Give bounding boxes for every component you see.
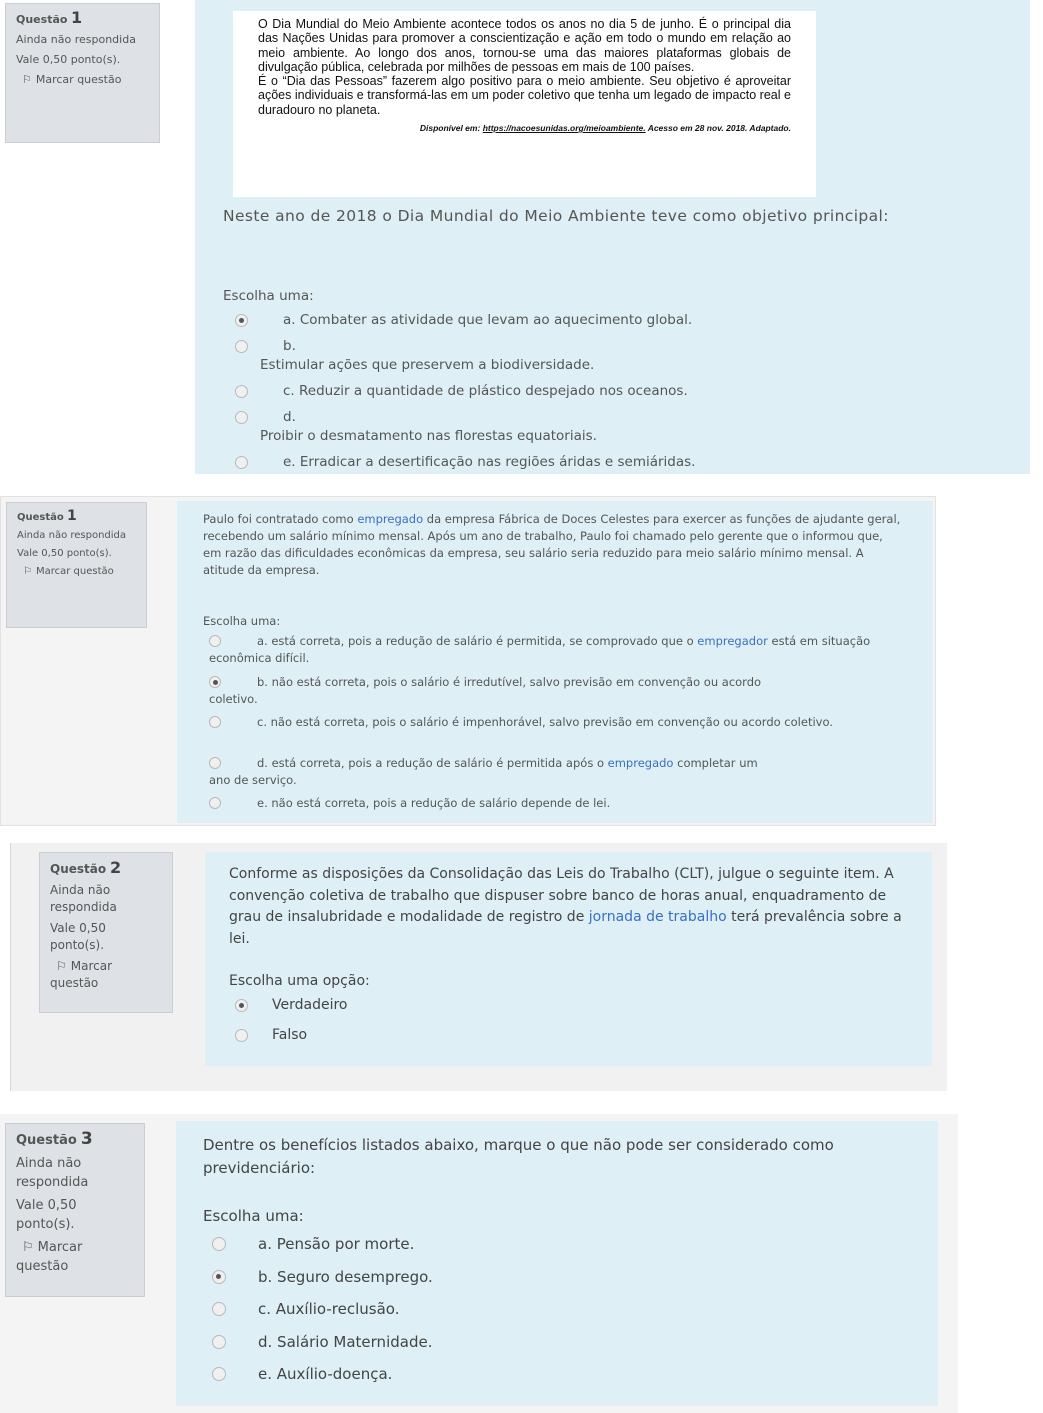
option-label: d. Salário Maternidade. [258,1333,433,1351]
flag-question-button[interactable] [17,565,136,579]
option-label: a. Pensão por morte. [258,1235,415,1253]
option-c[interactable] [235,383,995,403]
glossary-link[interactable]: jornada de trabalho [588,909,727,925]
option-label [209,633,909,667]
excerpt-paragraph-1: O Dia Mundial do Meio Ambiente acontece todos os anos no dia 5 de junho. É o principal dia das Nações Unidas para promover a conscientização e ação em todo o mundo em relação ao meio ambiente. Ao longo dos anos, tornou-se uma das maiores plataformas globais de divulgação pública, celebrada por milhões de pessoas em mais de 100 países. [258,17,791,74]
question-text-part: Conforme as disposições da Consolidação das Leis do Trabalho (CLT), julgue o seguinte item. A convenção coletiva de trabalho que dispuser sobre banco de horas anual, enquadramento de grau de insalubridade e modalidade de registro de [229,866,894,925]
radio-icon[interactable] [235,456,248,469]
flag-icon: ⚐ [22,1240,34,1255]
question-label: Questão [50,862,107,876]
question-status: Ainda não respondida [17,530,127,541]
question-text-part: Paulo foi contratado como [203,512,358,526]
option-label: c. não está correta, pois o salário é impenhorável, salvo previsão em convenção ou acordo coletivo. [257,715,833,729]
excerpt-source [258,123,791,133]
choice-prompt: Escolha uma opção: [229,973,370,989]
question-status: Ainda não respondida [16,33,136,46]
question-content [205,852,932,1066]
source-prefix: Disponível em: [419,123,481,134]
option-d[interactable] [212,1331,612,1355]
question-text [229,864,909,950]
question-panel-3 [0,1114,958,1413]
question-content [177,501,933,823]
question-points: Vale 0,50 ponto(s). [50,921,106,952]
option-text-part: está em situação econômica difícil. [209,634,871,665]
radio-icon[interactable] [235,314,248,327]
option-text-part: d. está correta, pois a redução de salário é permitida após o [257,756,608,770]
radio-icon[interactable] [235,411,248,424]
glossary-link[interactable]: empregado [607,756,674,770]
option-label: Verdadeiro [272,997,348,1013]
radio-icon[interactable] [212,1302,226,1316]
option-a[interactable] [209,633,909,667]
question-text [203,511,903,579]
flag-label: Marcar questão [50,959,113,990]
option-label: e. Erradicar a desertificação nas regiões áridas e semiáridas. [283,454,696,470]
flag-question-button[interactable] [16,72,149,88]
choice-prompt: Escolha uma: [203,614,281,628]
source-suffix: Acesso em 28 nov. 2018. Adaptado. [647,123,791,134]
question-points: Vale 0,50 ponto(s). [17,548,112,559]
option-label: c. Reduzir a quantidade de plástico despejado nos oceanos. [283,383,688,399]
question-label: Questão [16,1133,77,1148]
question-panel-1a [0,0,1043,476]
option-b[interactable] [235,338,995,378]
option-label: e. Auxílio-doença. [258,1365,393,1383]
flag-icon: ⚐ [23,566,32,577]
radio-icon[interactable] [235,1029,248,1042]
option-label: b. Seguro desemprego. [258,1268,433,1286]
glossary-link[interactable]: empregador [697,634,768,648]
question-status: Ainda não respondida [50,883,117,914]
question-points: Vale 0,50 ponto(s). [16,53,121,66]
question-info [5,1123,145,1297]
radio-icon[interactable] [212,1335,226,1349]
glossary-link[interactable]: empregado [357,512,424,526]
question-info [6,502,147,628]
option-label [209,755,769,789]
option-label: Estimular ações que preservem a biodiversidade. [260,357,595,373]
question-panel-2 [10,843,947,1091]
question-number: 1 [66,508,77,524]
question-label: Questão [16,13,68,26]
option-d[interactable] [209,755,909,789]
flag-icon: ⚐ [56,959,67,973]
question-status: Ainda não respondida [16,1156,89,1190]
question-panel-1b [0,496,936,826]
option-e[interactable] [212,1363,612,1387]
option-e[interactable] [209,795,909,813]
question-info [5,3,160,143]
option-label: a. Combater as atividade que levam ao aquecimento global. [283,312,693,328]
radio-icon[interactable] [235,340,248,353]
option-c[interactable] [212,1298,612,1322]
option-label: c. Auxílio-reclusão. [258,1300,400,1318]
question-text-part: da empresa Fábrica de Doces Celestes para exercer as funções de ajudante geral, recebendo um salário mínimo mensal. Após um ano de trabalho, Paulo foi chamado pelo gerente que o informou que, em razão das dificuldades econômicas da empresa, seu salário seria reduzido para meio salário mínimo mensal. A atitude da empresa. [203,512,901,577]
question-number: 2 [109,858,122,877]
excerpt-paragraph-2: É o “Dia das Pessoas” fazerem algo positivo para o meio ambiente. Seu objetivo é aproveitar ações individuais e transformá-las em um poder coletivo que tenha um legado de impacto real e duradouro no planeta. [258,74,791,117]
text-excerpt [233,11,816,197]
source-link[interactable]: https://nacoesunidas.org/meioambiente. [482,123,646,134]
question-number: 1 [70,8,83,27]
option-text-part: a. está correta, pois a redução de salário é permitida, se comprovado que o [257,634,698,648]
radio-icon[interactable] [212,1367,226,1381]
option-a[interactable] [212,1233,612,1257]
radio-icon[interactable] [235,385,248,398]
question-content [176,1121,938,1406]
choice-prompt: Escolha uma: [223,288,314,304]
option-label: e. não está correta, pois a redução de salário depende de lei. [257,796,611,810]
option-b[interactable] [209,674,909,708]
question-number: 3 [80,1129,93,1149]
radio-icon[interactable] [212,1270,226,1284]
radio-icon[interactable] [235,999,248,1012]
question-label: Questão [17,512,64,523]
option-a[interactable] [235,312,995,332]
choice-prompt: Escolha uma: [203,1207,304,1225]
question-text: Dentre os benefícios listados abaixo, marque o que não pode ser considerado como previdenciário: [203,1136,834,1177]
flag-icon: ⚐ [22,73,32,86]
flag-question-button[interactable] [50,958,162,992]
flag-label: Marcar questão [35,566,114,577]
option-letter: b. [283,338,296,354]
option-text-part: completar um ano de serviço. [209,756,758,787]
question-info [39,852,173,1013]
flag-question-button[interactable] [16,1238,134,1276]
option-true[interactable] [235,995,535,1017]
question-text: Neste ano de 2018 o Dia Mundial do Meio Ambiente teve como objetivo principal: [223,207,889,225]
option-e[interactable] [235,454,995,474]
question-points: Vale 0,50 ponto(s). [16,1198,77,1232]
option-label: Proibir o desmatamento nas florestas equatoriais. [260,428,597,444]
option-d[interactable] [235,409,995,449]
question-text-part: terá prevalência sobre a lei. [229,909,902,947]
option-label: Falso [272,1027,308,1043]
option-false[interactable] [235,1025,535,1047]
radio-icon[interactable] [212,1237,226,1251]
option-b[interactable] [212,1266,612,1290]
option-letter: d. [283,409,296,425]
flag-label: Marcar questão [16,1240,83,1274]
option-label: b. não está correta, pois o salário é irredutível, salvo previsão em convenção ou acordo coletivo. [209,675,762,706]
flag-label: Marcar questão [35,73,122,86]
option-c[interactable] [209,714,909,748]
question-content [195,0,1030,474]
